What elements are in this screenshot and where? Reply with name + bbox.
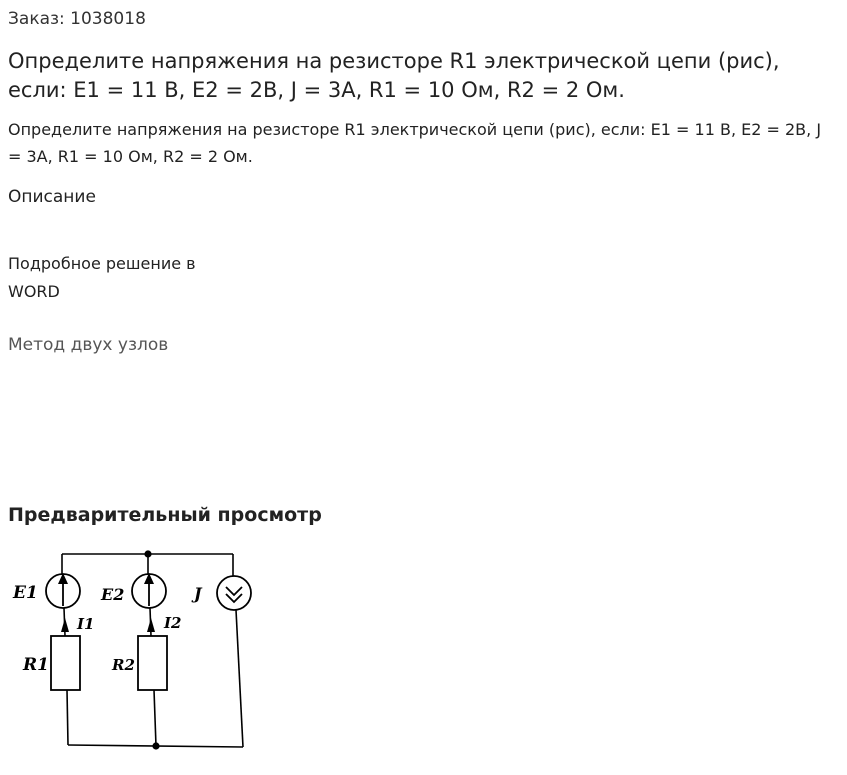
e1-label: E1 bbox=[13, 583, 38, 603]
wire-right-bottom bbox=[236, 610, 243, 747]
task-description: Определите напряжения на резисторе R1 электрической цепи (рис), если: E1 = 11 В, E2 = 2В, J = 3А, R1 = 10 Ом, R2 = 2 Ом. bbox=[8, 120, 822, 166]
r2-label: R2 bbox=[112, 656, 135, 674]
preview-heading: Предварительный просмотр bbox=[8, 504, 322, 526]
description-text: Подробное решение в WORD bbox=[8, 254, 196, 301]
e2-label: E2 bbox=[101, 585, 125, 604]
j-label: J bbox=[194, 584, 202, 603]
order-number: Заказ: 1038018 bbox=[8, 9, 146, 29]
top-node bbox=[144, 550, 151, 557]
wire-left-bottom bbox=[67, 690, 68, 745]
r1-resistor bbox=[51, 636, 80, 690]
r1-label: R1 bbox=[23, 655, 49, 675]
r2-resistor bbox=[138, 636, 167, 690]
circuit-diagram bbox=[0, 540, 270, 765]
i2-label: I2 bbox=[164, 614, 182, 632]
method-text: Метод двух узлов bbox=[8, 335, 169, 355]
task-title: Определите напряжения на резисторе R1 электрической цепи (рис), если: E1 = 11 В, E2 = 2В, J = 3А, R1 = 10 Ом, R2 = 2 Ом. bbox=[8, 49, 780, 102]
j-source bbox=[217, 576, 251, 610]
description-heading: Описание bbox=[8, 187, 96, 207]
i1-arrow bbox=[61, 618, 69, 632]
i2-arrow bbox=[147, 618, 155, 632]
bottom-node bbox=[152, 742, 159, 749]
i1-label: I1 bbox=[77, 615, 95, 633]
wire-mid-bottom bbox=[154, 690, 156, 746]
